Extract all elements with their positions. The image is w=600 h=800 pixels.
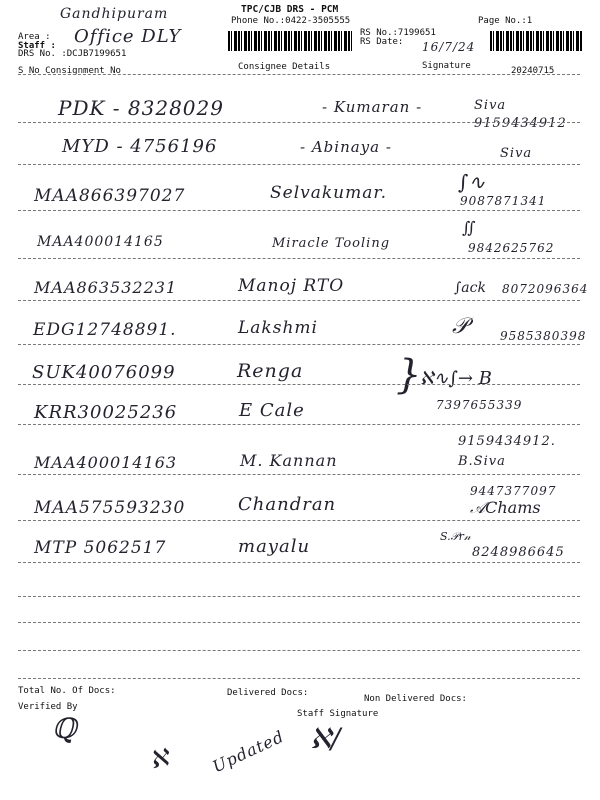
row-divider — [18, 210, 580, 211]
receiver-phone: 9842625762 — [468, 241, 555, 255]
consignment-no: MYD - 4756196 — [62, 136, 218, 157]
consignee-name: Lakshmi — [238, 318, 318, 338]
staff-handwritten: Office DLY — [74, 26, 182, 47]
consignment-no: PDK - 8328029 — [58, 96, 224, 120]
receiver-phone: 9159434912. B.Siva — [458, 434, 556, 469]
header-divider — [18, 74, 580, 75]
row-divider — [18, 122, 580, 123]
page-number: Page No.:1 — [478, 16, 533, 26]
verified-by-label: Verified By — [18, 702, 78, 712]
row-divider — [18, 678, 580, 679]
row-divider — [18, 300, 580, 301]
staff-signature-label: Staff Signature — [297, 709, 379, 719]
consignee-name: Chandran — [238, 494, 337, 515]
consignee-name: Selvakumar. — [270, 183, 388, 203]
row-divider — [18, 424, 580, 425]
receiver-signature: ∬ — [462, 218, 476, 237]
column-consignee: Consignee Details — [238, 62, 331, 72]
consignment-no: MTP 5062517 — [34, 538, 167, 558]
staff-signature: ℵ — [147, 743, 171, 775]
print-date: 20240715 — [511, 66, 555, 76]
drs-number: DRS No. :DCJB7199651 — [18, 49, 127, 59]
receiver-phone: Siva 9159434912 — [474, 98, 567, 131]
delivered-docs-label: Delivered Docs: — [227, 688, 309, 698]
rs-date-handwritten: 16/7/24 — [422, 40, 476, 54]
row-divider — [18, 258, 580, 259]
receiver-phone: 8072096364 — [502, 282, 589, 296]
consignee-name: Miracle Tooling — [272, 236, 391, 251]
total-docs-label: Total No. Of Docs: — [18, 686, 116, 696]
consignee-name: - Abinaya - — [300, 138, 392, 156]
brace-mark: } — [396, 352, 422, 398]
consignment-no: MAA863532231 — [34, 278, 178, 297]
phone-number: Phone No.:0422-3505555 — [231, 16, 351, 26]
receiver-signature: ∫∿ — [458, 170, 486, 194]
row-divider — [18, 520, 580, 521]
receiver-phone: Siva — [500, 146, 533, 161]
consignee-name: M. Kannan — [240, 451, 338, 470]
consignment-no: MAA866397027 — [34, 186, 186, 206]
consignment-no: MAA400014165 — [37, 234, 164, 250]
receiver-signature: ∫ack — [454, 280, 486, 296]
rs-date-label: RS Date: — [360, 37, 404, 47]
row-divider — [18, 562, 580, 563]
area-label: Area : — [18, 32, 51, 42]
column-signature: Signature — [422, 61, 471, 71]
barcode-left — [228, 31, 352, 51]
row-divider — [18, 596, 580, 597]
row-divider — [18, 344, 580, 345]
receiver-phone: 7397655339 — [436, 398, 523, 412]
updated-scrawl: Updated — [209, 726, 288, 777]
consignment-no: MAA575593230 — [34, 498, 186, 518]
sheet-title: TPC/CJB DRS - PCM — [241, 4, 339, 15]
consignee-name: mayalu — [238, 536, 311, 557]
receiver-phone: 9087871341 — [460, 194, 547, 208]
consignment-no: EDG12748891. — [33, 320, 177, 340]
receiver-phone: 9585380398 — [500, 329, 587, 343]
row-divider — [18, 622, 580, 623]
receiver-phone: 9447377097 — [470, 484, 557, 498]
row-divider — [18, 384, 580, 385]
area-handwritten: Gandhipuram — [60, 6, 169, 22]
consignee-name: - Kumaran - — [322, 98, 423, 116]
consignment-no: KRR30025236 — [34, 402, 178, 423]
row-divider — [18, 650, 580, 651]
staff-label: Staff : — [18, 41, 56, 51]
column-sno-consignment: S No Consignment No — [18, 66, 121, 76]
row-divider — [18, 474, 580, 475]
rs-number: RS No.:7199651 — [360, 28, 436, 38]
consignment-no: SUK40076099 — [32, 362, 176, 383]
receiver-phone: 8248986645 — [472, 545, 565, 560]
row-divider — [18, 164, 580, 165]
receiver-signature: ℵ∿∫→ B — [420, 368, 492, 389]
non-delivered-docs-label: Non Delivered Docs: — [364, 694, 467, 704]
verifier-signature: ℚ — [52, 712, 77, 745]
consignee-name: E Cale — [239, 400, 305, 421]
staff-signature-second: ℵ/ — [310, 722, 341, 755]
consignment-no: MAA400014163 — [34, 453, 178, 472]
consignee-name: Manoj RTO — [238, 276, 345, 296]
receiver-signature: 𝒜Chams — [470, 498, 541, 517]
receiver-signature: 𝒫 — [452, 314, 468, 339]
receiver-signature: S.𝒫r𝓃 — [440, 530, 471, 543]
consignee-name: Renga — [237, 360, 304, 382]
barcode-right — [490, 31, 582, 51]
